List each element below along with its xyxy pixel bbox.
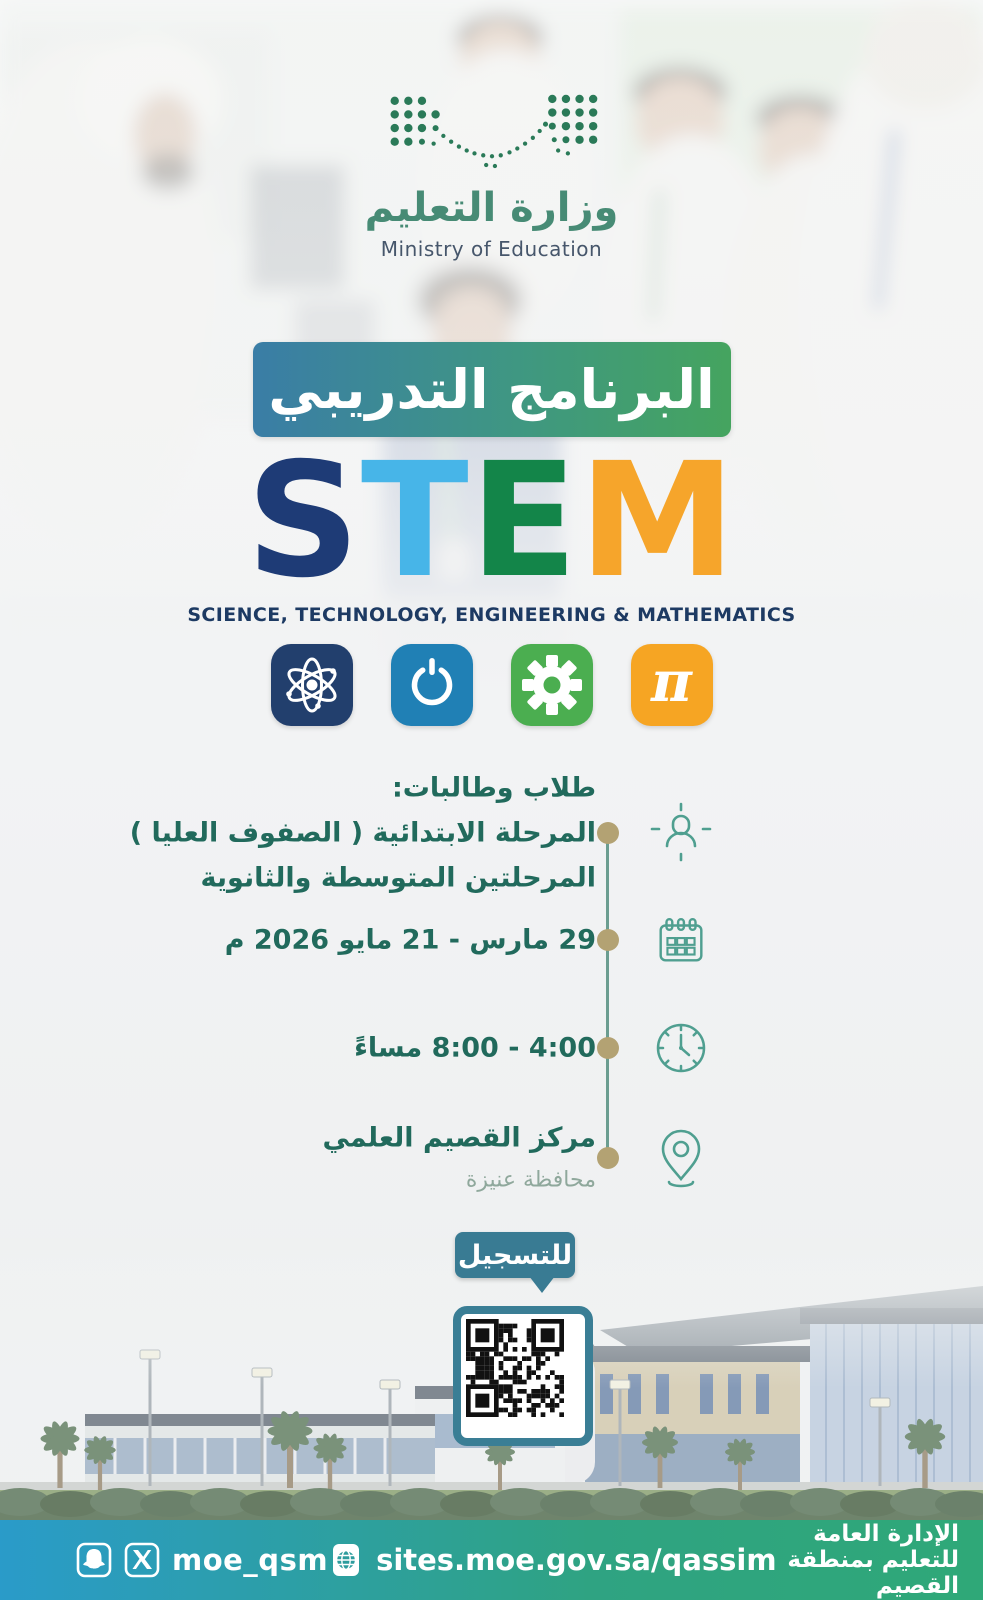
clock-icon	[648, 1015, 714, 1081]
stem-letter-t: T	[360, 429, 470, 613]
stem-subtitle: SCIENCE, TECHNOLOGY, ENGINEERING & MATHEMATICS	[187, 604, 796, 626]
program-banner-title: البرنامج التدريبي	[268, 358, 715, 421]
qr-code[interactable]	[453, 1306, 593, 1446]
footer-website-group	[328, 1542, 777, 1578]
audience-line-primary: المرحلة الابتدائية ( الصفوف العليا )	[129, 817, 596, 849]
footer-bar	[0, 1520, 983, 1600]
stem-icon-tiles	[0, 644, 983, 726]
timeline-dot	[597, 929, 619, 951]
globe-icon	[328, 1542, 364, 1578]
moe-logo	[385, 88, 599, 174]
website-link[interactable]: sites.moe.gov.sa/qassim	[376, 1543, 777, 1577]
pi-glyph: π	[651, 649, 692, 715]
time-text	[60, 1026, 596, 1071]
timeline-line	[606, 833, 609, 1155]
footer-org-name: الإدارة العامة للتعليم بمنطقة القصيم	[787, 1521, 959, 1599]
stem-letter-s: S	[246, 429, 361, 613]
time-line: 4:00 - 8:00 مساءً	[354, 1032, 596, 1064]
snapchat-icon[interactable]	[76, 1542, 112, 1578]
timeline-dot	[597, 1037, 619, 1059]
footer-social-group	[76, 1542, 328, 1578]
moe-logo-title-arabic: وزارة التعليم	[364, 185, 619, 231]
location-icon	[648, 1125, 714, 1191]
registration-bubble[interactable]	[455, 1232, 575, 1278]
stem-letter-m: M	[578, 429, 737, 613]
audience-icon	[648, 800, 714, 866]
registration-label: للتسجيل	[457, 1239, 573, 1271]
x-twitter-icon[interactable]	[124, 1542, 160, 1578]
audience-text	[60, 766, 596, 901]
footer-org-group	[777, 1521, 959, 1599]
location-name: مركز القصيم العلمي	[322, 1122, 596, 1154]
pi-icon	[631, 644, 713, 726]
atom-icon	[271, 644, 353, 726]
dates-text	[60, 918, 596, 963]
timeline-dot	[597, 1147, 619, 1169]
moe-logo-subtitle-english: Ministry of Education	[380, 237, 603, 261]
calendar-icon	[648, 907, 714, 973]
audience-line-secondary: المرحلتين المتوسطة والثانوية	[200, 862, 596, 894]
timeline-dot	[597, 822, 619, 844]
power-icon	[391, 644, 473, 726]
audience-heading: طلاب وطالبات:	[391, 772, 596, 804]
location-city: محافظة عنيزة	[465, 1167, 596, 1193]
social-handle[interactable]: moe_qsm	[172, 1543, 329, 1577]
dates-line: 29 مارس - 21 مايو 2026 م	[224, 924, 596, 956]
gear-icon	[511, 644, 593, 726]
stem-letter-e: E	[469, 429, 579, 613]
location-text	[60, 1116, 596, 1201]
stem-wordmark	[0, 429, 983, 613]
program-banner	[253, 342, 731, 437]
